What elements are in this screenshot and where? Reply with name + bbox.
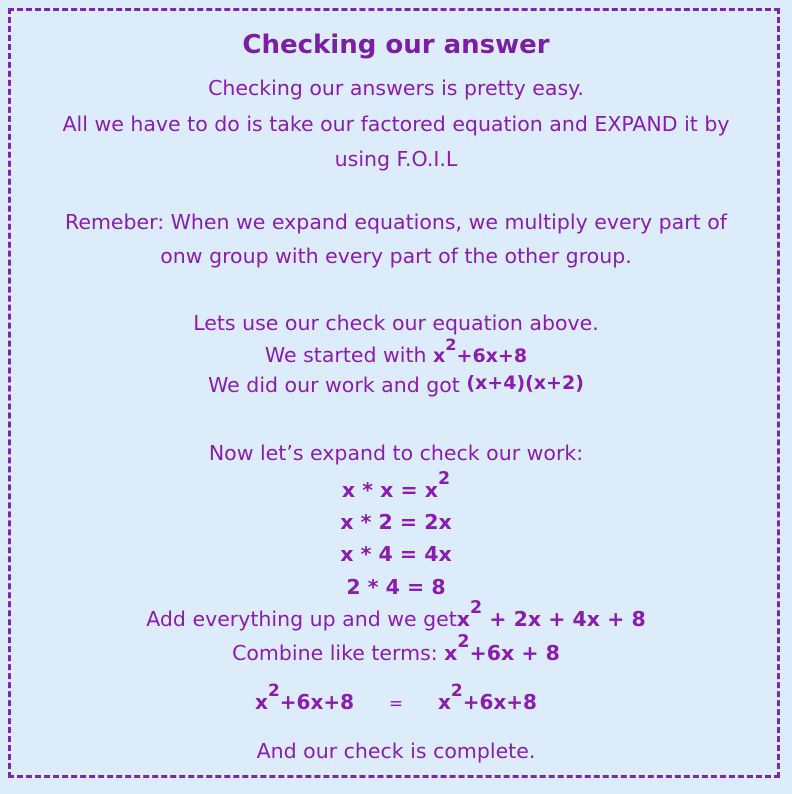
add-line [0, 597, 792, 634]
final-right-rest: +6x+8 [462, 690, 537, 714]
final-right [437, 681, 537, 714]
started-line [0, 334, 792, 370]
math-var: x [433, 345, 446, 367]
final-left [255, 681, 355, 714]
combine-text: Combine like terms: [232, 641, 445, 665]
combine-expression [444, 631, 560, 665]
math-var: x [255, 690, 268, 714]
intro-line-3: using F.O.I.L [334, 147, 458, 171]
combine-expression-rest: +6x + 8 [469, 641, 560, 665]
expand-step-2: x * 2 = 2x [340, 510, 452, 534]
math-var: x [444, 641, 458, 665]
intro-line-2: All we have to do is take our factored equation and EXPAND it by [62, 112, 730, 136]
expand-step-4: 2 * 4 = 8 [346, 575, 446, 599]
add-expression-rest: + 2x + 4x + 8 [482, 607, 646, 631]
expand-intro: Now let’s expand to check our work: [208, 441, 584, 465]
math-var: x [456, 607, 471, 631]
expand-step-1-text: x * x = x [341, 478, 438, 502]
exponent: 2 [445, 334, 457, 354]
started-expression-rest: +6x+8 [456, 345, 528, 367]
exponent: 2 [450, 681, 463, 702]
closing-line: And our check is complete. [256, 739, 536, 763]
final-left-rest: +6x+8 [279, 690, 355, 714]
remember-line-1: Remeber: When we expand equations, we multiply every part of [65, 210, 727, 234]
exponent: 2 [267, 681, 280, 702]
work-line [0, 372, 792, 399]
add-expression [456, 597, 646, 631]
remember-line-2: onw group with every part of the other group. [160, 244, 632, 268]
combine-line [0, 631, 792, 668]
exponent: 2 [438, 468, 451, 489]
intro-line-1: Checking our answers is pretty easy. [208, 76, 584, 100]
exponent: 2 [457, 631, 470, 652]
exponent: 2 [470, 597, 483, 618]
final-equation [0, 681, 792, 717]
expand-step-1 [0, 468, 792, 505]
check-line-1: Lets use our check our equation above. [193, 311, 599, 335]
started-text: We started with [264, 343, 427, 367]
page-title: Checking our answer [242, 30, 550, 60]
equals-sign: = [388, 694, 404, 714]
math-var: x [437, 690, 451, 714]
work-text: We did our work and got [208, 373, 460, 397]
add-text: Add everything up and we get [146, 607, 457, 631]
work-expression: (x+4)(x+2) [466, 372, 584, 394]
started-expression [433, 334, 528, 367]
expand-step-3: x * 4 = 4x [340, 542, 452, 566]
